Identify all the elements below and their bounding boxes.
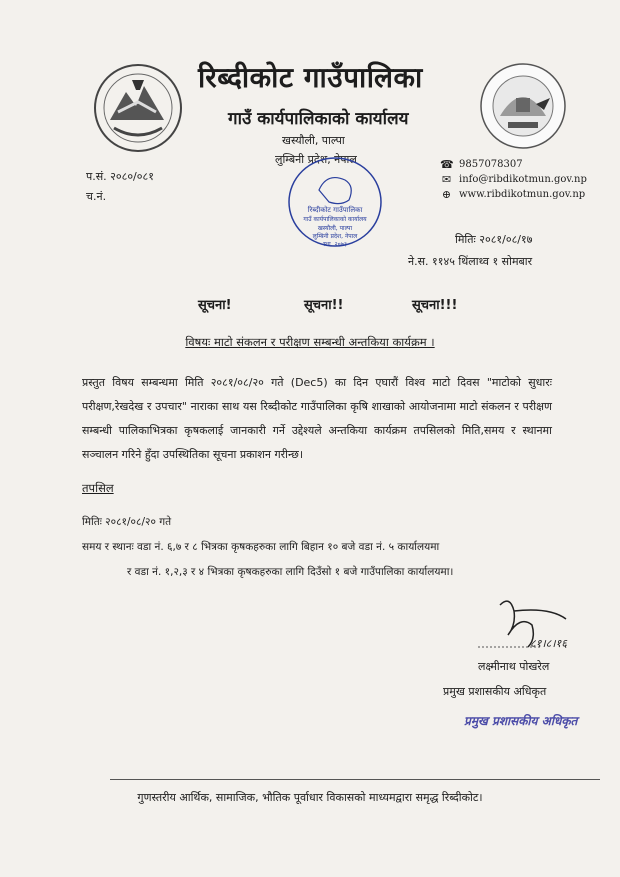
- details-heading: तपसिल: [82, 481, 114, 495]
- signature-date: ८१।८।१६: [530, 637, 567, 650]
- letter-date: मितिः २०८१/०८/१७: [455, 233, 533, 246]
- seal-line-5: स्था. २०७३: [323, 241, 347, 248]
- event-time-place-1: समय र स्थानः वडा नं. ६,७ र ८ भित्रका कृषकहरुका लागि बिहान १० बजे वडा नं. ५ कार्यालयमा: [82, 541, 440, 553]
- notice-heading-3: सूचना!!!: [412, 298, 458, 313]
- seal-line-4: लुम्बिनी प्रदेश, नेपाल: [312, 233, 358, 240]
- notice-heading-2: सूचना!!: [304, 298, 344, 313]
- seal-line-1: रिब्दीकोट गाउँपालिका: [307, 206, 363, 214]
- subject-text: विषयः माटो संकलन र परीक्षण सम्बन्धी अन्तकिया कार्यक्रम ।: [185, 335, 435, 349]
- office-seal: [283, 150, 387, 254]
- footer-motto: गुणस्तरीय आर्थिक, सामाजिक, भौतिक पूर्वाधार विकासको माध्यमद्वारा समृद्ध रिब्दीकोट।: [137, 791, 483, 804]
- event-time-place-2: र वडा नं. १,२,३ र ४ भित्रका कृषकहरुका लागि दिउँसो १ बजे गाउँपालिका कार्यालयमा।: [127, 566, 454, 578]
- website-url: www.ribdikotmun.gov.np: [459, 189, 586, 200]
- dispatch-number: च.नं.: [86, 190, 107, 203]
- nepal-sambat-date: ने.स. ११४५ थिंलाथ्व १ सोमबार: [408, 255, 533, 268]
- footer-divider: [110, 779, 600, 780]
- contact-email: [440, 173, 587, 186]
- phone-icon: ☎: [440, 158, 454, 171]
- event-date: मितिः २०८१/०८/२० गते: [82, 516, 172, 528]
- notice-heading-1: सूचना!: [198, 298, 232, 313]
- reference-number: प.सं. २०८०/०८१: [86, 170, 154, 183]
- phone-number: 9857078307: [459, 159, 523, 170]
- email-address: info@ribdikotmun.gov.np: [459, 174, 587, 185]
- globe-icon: ⊕: [441, 188, 452, 201]
- municipality-name: रिब्दीकोट गाउँपालिका: [198, 61, 423, 94]
- signatory-designation: प्रमुख प्रशासकीय अधिकृत: [443, 685, 547, 698]
- subject-line: [0, 335, 620, 350]
- seal-line-3: खस्यौली, पाल्पा: [317, 225, 353, 232]
- body-paragraph: प्रस्तुत विषय सम्बन्धमा मिति २०८१/०८/२० गते (Dec5) का दिन एघारौं विश्व माटो दिवस "माटोको सुधारः परीक्षण,रेखदेख र उपचार" नाराका साथ यस रिब्दीकोट गाउँपालिका कृषि शाखाको आयोजनामा माटो संकलन र परीक्षण सम्बन्धी पालिकाभित्रका कृषकलाई जानकारी गर्ने उद्देश्यले अन्तकिया कार्यक्रम तपसिलको मिति,समय र स्थानमा सञ्चालन गरिने हुँदा उपस्थितिका सूचना प्रकाशन गरीन्छ।: [82, 376, 552, 461]
- handwritten-signature: [470, 595, 590, 665]
- seal-line-2: गाउँ कार्यपालिकाको कार्यालय: [303, 216, 367, 223]
- address-province: लुम्बिनी प्रदेश, नेपाल: [275, 153, 357, 166]
- address-district: खस्यौली, पाल्पा: [282, 134, 345, 147]
- office-name: गाउँ कार्यपालिकाको कार्यालय: [228, 109, 409, 129]
- contact-website: [440, 188, 585, 201]
- contact-phone: [440, 158, 523, 171]
- designation-stamp: प्रमुख प्रशासकीय अधिकृत: [464, 714, 578, 728]
- nepal-emblem-logo: [92, 62, 184, 154]
- email-icon: ✉: [441, 173, 452, 186]
- signatory-name: लक्ष्मीनाथ पोखरेल: [478, 660, 550, 673]
- ribdikot-municipality-logo: [478, 58, 568, 154]
